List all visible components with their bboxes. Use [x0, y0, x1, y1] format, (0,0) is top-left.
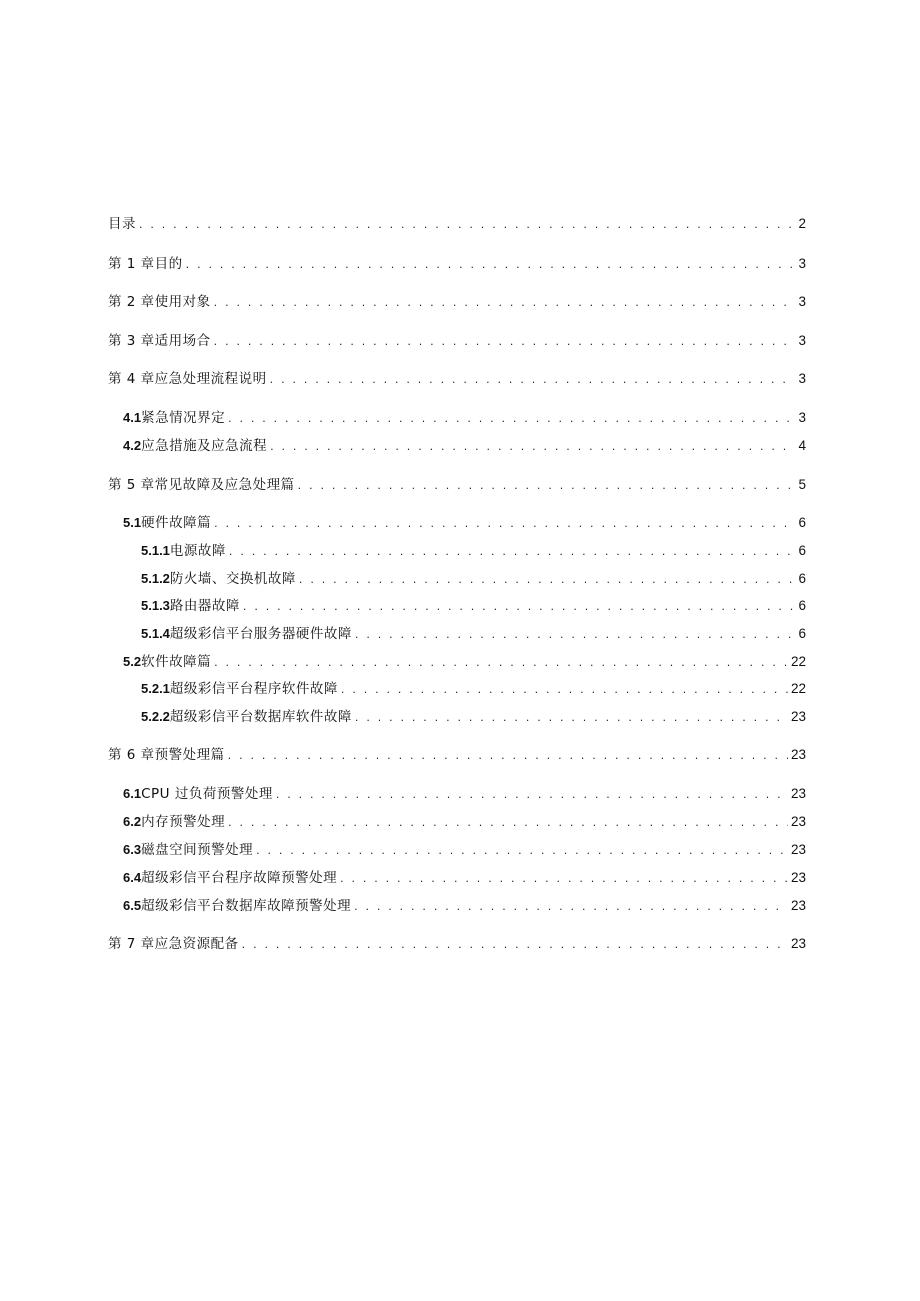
dot-leader — [270, 369, 793, 391]
toc-entry-page: 23 — [790, 747, 806, 762]
toc-entry-title: 超级彩信平台服务器硬件故障 — [169, 626, 352, 642]
toc-entry-page: 22 — [790, 654, 806, 669]
toc-entry-number: 5.1.4 — [141, 626, 170, 641]
toc-entry-5-1-2[interactable] — [108, 568, 806, 590]
toc-entry-page: 6 — [798, 598, 806, 613]
toc-entry-title: 第 3 章适用场合 — [108, 333, 211, 349]
toc-entry-5-1[interactable] — [108, 512, 806, 534]
dot-leader — [299, 569, 793, 591]
toc-entry-page: 6 — [798, 626, 806, 641]
toc-entry-title: 软件故障篇 — [141, 654, 212, 670]
toc-entry-number: 4.2 — [123, 438, 142, 453]
toc-entry-6-5[interactable] — [108, 895, 806, 917]
toc-entry-number: 5.1.3 — [141, 598, 170, 613]
toc-entry-title: 第 1 章目的 — [108, 256, 183, 272]
toc-entry-title: 第 6 章预警处理篇 — [108, 747, 225, 763]
toc-entry-number: 5.1 — [123, 515, 142, 530]
dot-leader — [270, 436, 793, 458]
toc-entry-title: 第 4 章应急处理流程说明 — [108, 371, 267, 387]
toc-entry-title: 路由器故障 — [169, 598, 240, 614]
toc-entry-page: 23 — [790, 814, 806, 829]
toc-entry-number: 5.1.1 — [141, 543, 170, 558]
toc-entry-title: 应急措施及应急流程 — [141, 438, 268, 454]
toc-entry-5-2-1[interactable] — [108, 678, 806, 700]
toc-entry-contents[interactable] — [108, 213, 806, 235]
dot-leader — [228, 408, 793, 430]
toc-entry-number: 5.1.2 — [141, 571, 170, 586]
dot-leader — [298, 475, 793, 497]
toc-entry-5-1-4[interactable] — [108, 623, 806, 645]
toc-entry-title: 第 7 章应急资源配备 — [108, 936, 239, 952]
toc-entry-number: 5.2.1 — [141, 681, 170, 696]
toc-entry-page: 3 — [798, 410, 806, 425]
toc-entry-5-1-1[interactable] — [108, 540, 806, 562]
toc-entry-title: 目录 — [108, 216, 136, 232]
toc-entry-5-2[interactable] — [108, 651, 806, 673]
toc-entry-page: 23 — [790, 936, 806, 951]
dot-leader — [214, 513, 793, 535]
toc-entry-number: 6.4 — [123, 870, 142, 885]
toc-entry-page: 5 — [798, 477, 806, 492]
toc-entry-page: 2 — [798, 216, 806, 231]
toc-entry-number: 5.2 — [123, 654, 142, 669]
toc-entry-number: 6.2 — [123, 814, 142, 829]
toc-entry-page: 23 — [790, 898, 806, 913]
toc-entry-title: CPU 过负荷预警处理 — [141, 786, 273, 802]
toc-entry-page: 22 — [790, 681, 806, 696]
toc-entry-6-2[interactable] — [108, 811, 806, 833]
toc-entry-title: 磁盘空间预警处理 — [141, 842, 254, 858]
toc-entry-page: 3 — [798, 294, 806, 309]
dot-leader — [242, 934, 788, 956]
toc-entry-6-3[interactable] — [108, 839, 806, 861]
dot-leader — [340, 868, 788, 890]
toc-entry-title: 第 2 章使用对象 — [108, 294, 211, 310]
dot-leader — [214, 292, 793, 314]
dot-leader — [355, 707, 788, 729]
toc-entry-chapter-1[interactable] — [108, 253, 806, 275]
table-of-contents — [108, 0, 806, 1301]
dot-leader — [186, 254, 793, 276]
toc-entry-chapter-3[interactable] — [108, 330, 806, 352]
toc-entry-title: 硬件故障篇 — [141, 515, 212, 531]
toc-entry-title: 超级彩信平台程序故障预警处理 — [141, 870, 338, 886]
dot-leader — [228, 745, 788, 767]
toc-entry-number: 6.1 — [123, 786, 142, 801]
toc-entry-chapter-5[interactable] — [108, 474, 806, 496]
toc-entry-title: 紧急情况界定 — [141, 410, 226, 426]
toc-entry-page: 3 — [798, 371, 806, 386]
toc-entry-page: 23 — [790, 709, 806, 724]
toc-entry-page: 23 — [790, 786, 806, 801]
dot-leader — [228, 812, 788, 834]
dot-leader — [256, 840, 788, 862]
dot-leader — [214, 652, 788, 674]
toc-entry-6-1[interactable] — [108, 783, 806, 805]
toc-entry-number: 6.5 — [123, 898, 142, 913]
dot-leader — [341, 679, 788, 701]
dot-leader — [354, 896, 788, 918]
toc-entry-title: 电源故障 — [169, 543, 226, 559]
dot-leader — [214, 331, 793, 353]
toc-entry-title: 内存预警处理 — [141, 814, 226, 830]
toc-entry-page: 23 — [790, 842, 806, 857]
toc-entry-page: 6 — [798, 571, 806, 586]
toc-entry-page: 4 — [798, 438, 806, 453]
toc-entry-chapter-7[interactable] — [108, 933, 806, 955]
toc-entry-title: 超级彩信平台数据库故障预警处理 — [141, 898, 352, 914]
toc-entry-chapter-4[interactable] — [108, 368, 806, 390]
dot-leader — [355, 624, 793, 646]
toc-entry-page: 6 — [798, 543, 806, 558]
toc-entry-title: 超级彩信平台数据库软件故障 — [169, 709, 352, 725]
dot-leader — [229, 541, 793, 563]
dot-leader — [243, 596, 793, 618]
dot-leader — [276, 784, 788, 806]
toc-entry-5-2-2[interactable] — [108, 706, 806, 728]
toc-entry-4-2[interactable] — [108, 435, 806, 457]
toc-entry-chapter-2[interactable] — [108, 291, 806, 313]
toc-entry-number: 4.1 — [123, 410, 142, 425]
dot-leader — [139, 214, 793, 236]
toc-entry-4-1[interactable] — [108, 407, 806, 429]
toc-entry-title: 第 5 章常见故障及应急处理篇 — [108, 477, 295, 493]
toc-entry-title: 防火墙、交换机故障 — [169, 571, 296, 587]
toc-entry-6-4[interactable] — [108, 867, 806, 889]
toc-entry-page: 23 — [790, 870, 806, 885]
toc-entry-page: 6 — [798, 515, 806, 530]
toc-entry-chapter-6[interactable] — [108, 744, 806, 766]
toc-entry-title: 超级彩信平台程序软件故障 — [169, 681, 338, 697]
toc-entry-page: 3 — [798, 256, 806, 271]
toc-entry-5-1-3[interactable] — [108, 595, 806, 617]
toc-entry-number: 6.3 — [123, 842, 142, 857]
toc-entry-number: 5.2.2 — [141, 709, 170, 724]
toc-entry-page: 3 — [798, 333, 806, 348]
